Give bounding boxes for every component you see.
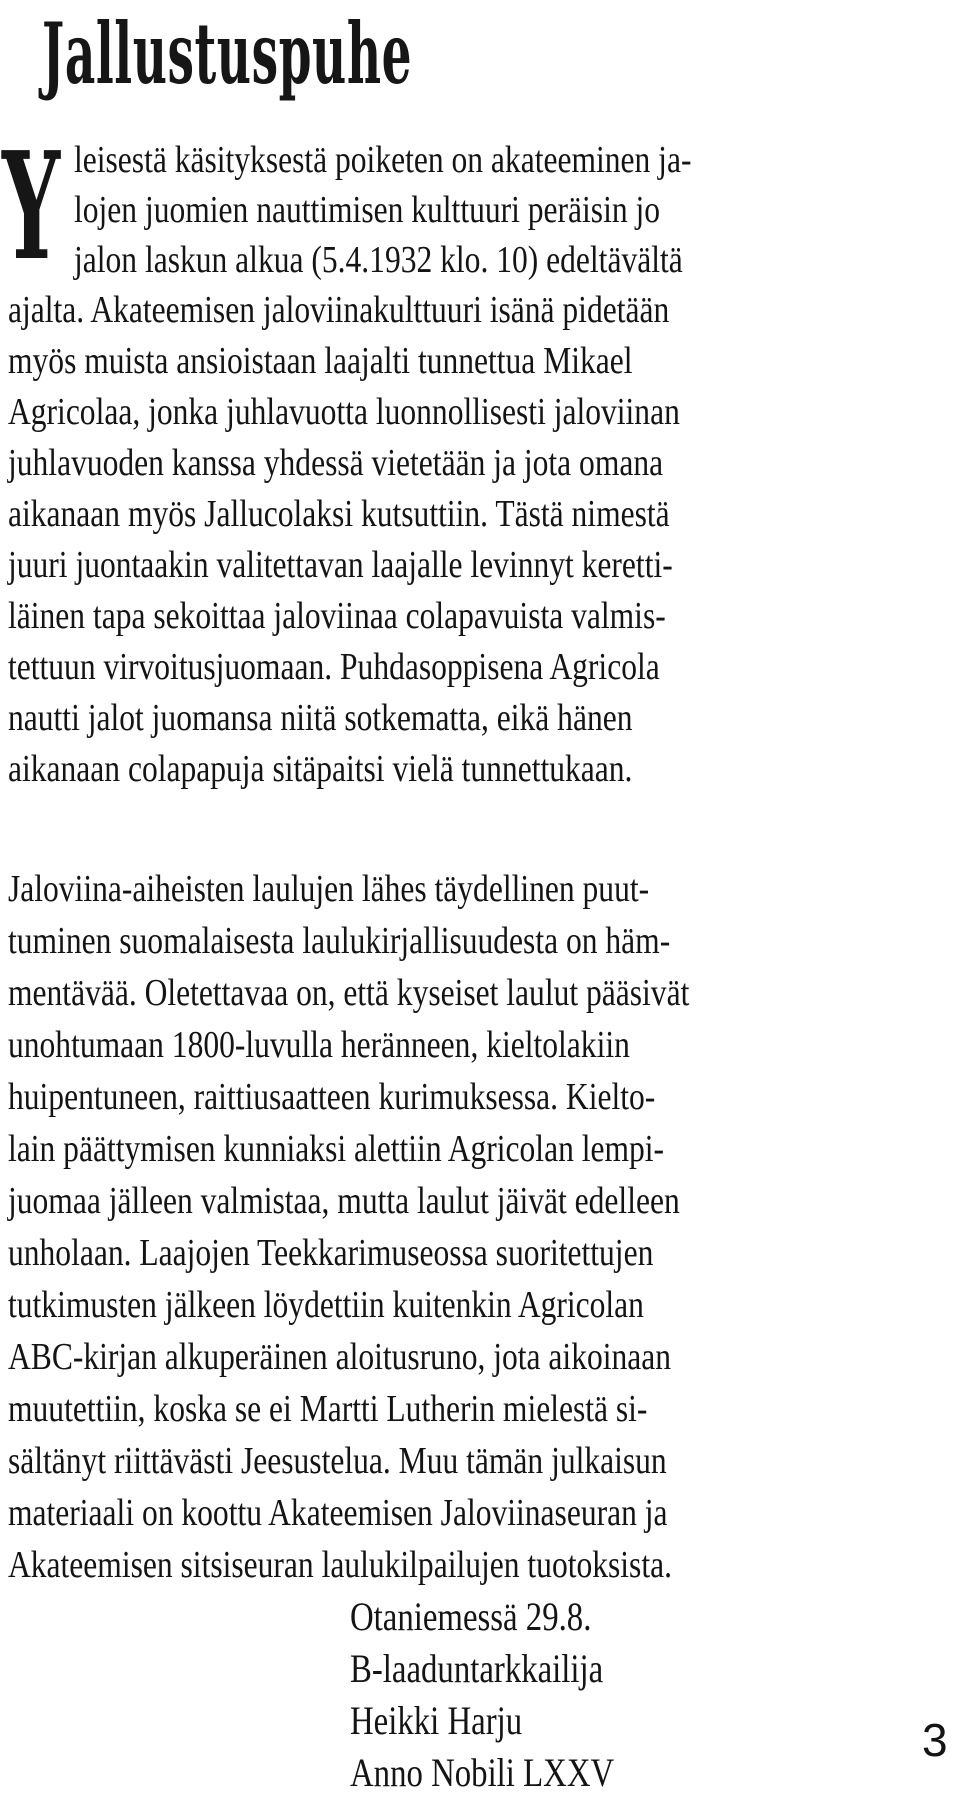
paragraph-line: unohtumaan 1800-luvulla heränneen, kieltolakiin — [8, 1024, 630, 1066]
paragraph-line: jalon laskun alkua (5.4.1932 klo. 10) edeltävältä — [74, 239, 683, 281]
paragraph-line: unholaan. Laajojen Teekkarimuseossa suoritettujen — [8, 1232, 654, 1274]
paragraph-line: Akateemisen sitsiseuran laulukilpailujen tuotoksista. — [8, 1544, 672, 1586]
paragraph-line: sältänyt riittävästi Jeesustelua. Muu tämän julkaisun — [8, 1440, 667, 1482]
paragraph-line: myös muista ansioistaan laajalti tunnettua Mikael — [8, 340, 633, 382]
signature-role: B-laaduntarkkailija — [350, 1646, 604, 1691]
paragraph-line: lojen juomien nauttimisen kulttuuri peräisin jo — [74, 189, 661, 231]
paragraph-line: juhlavuoden kanssa yhdessä vietetään ja jota omana — [8, 442, 664, 484]
paragraph-line: juuri juontaakin valitettavan laajalle levinnyt keretti- — [8, 544, 673, 586]
paragraph-line: nautti jalot juomansa niitä sotkematta, eikä hänen — [8, 697, 633, 739]
paragraph-line: ajalta. Akateemisen jaloviinakulttuuri isänä pidetään — [8, 289, 670, 331]
paragraph-line: ABC-kirjan alkuperäinen aloitusruno, jota aikoinaan — [8, 1336, 672, 1378]
signature-name: Heikki Harju — [350, 1698, 523, 1743]
signature-place-date: Otaniemessä 29.8. — [350, 1594, 592, 1639]
paragraph-line: Jaloviina-aiheisten laulujen lähes täydellinen puut- — [8, 868, 650, 910]
paragraph-line: tettuun virvoitusjuomaan. Puhdasoppisena Agricola — [8, 646, 660, 688]
paragraph-line: mentävää. Oletettavaa on, että kyseiset laulut pääsivät — [8, 972, 690, 1014]
paragraph-line: aikanaan colapapuja sitäpaitsi vielä tunnettukaan. — [8, 748, 633, 790]
paragraph-line: juomaa jälleen valmistaa, mutta laulut jäivät edelleen — [8, 1180, 680, 1222]
paragraph-line: aikanaan myös Jallucolaksi kutsuttiin. Tästä nimestä — [8, 493, 670, 535]
paragraph-line: leisestä käsityksestä poiketen on akateeminen ja- — [74, 139, 692, 181]
page-title: Jallustuspuhe — [42, 4, 413, 103]
paragraph-line: huipentuneen, raittiusaatteen kurimuksessa. Kielto- — [8, 1076, 656, 1118]
paragraph-line: lain päättymisen kunniaksi alettiin Agricolan lempi- — [8, 1128, 665, 1170]
page-number: 3 — [922, 1714, 948, 1766]
paragraph-line: materiaali on koottu Akateemisen Jaloviinaseuran ja — [8, 1492, 668, 1534]
signature-year: Anno Nobili LXXV — [350, 1750, 615, 1795]
paragraph-line: tutkimusten jälkeen löydettiin kuitenkin Agricolan — [8, 1284, 644, 1326]
paragraph-line: tuminen suomalaisesta laulukirjallisuudesta on häm- — [8, 920, 671, 962]
drop-cap-letter: Y — [2, 119, 61, 293]
paragraph-line: läinen tapa sekoittaa jaloviinaa colapavuista valmis- — [8, 595, 666, 637]
paragraph-line: muutettiin, koska se ei Martti Lutherin mielestä si- — [8, 1388, 648, 1430]
paragraph-line: Agricolaa, jonka juhlavuotta luonnollisesti jaloviinan — [8, 391, 680, 433]
